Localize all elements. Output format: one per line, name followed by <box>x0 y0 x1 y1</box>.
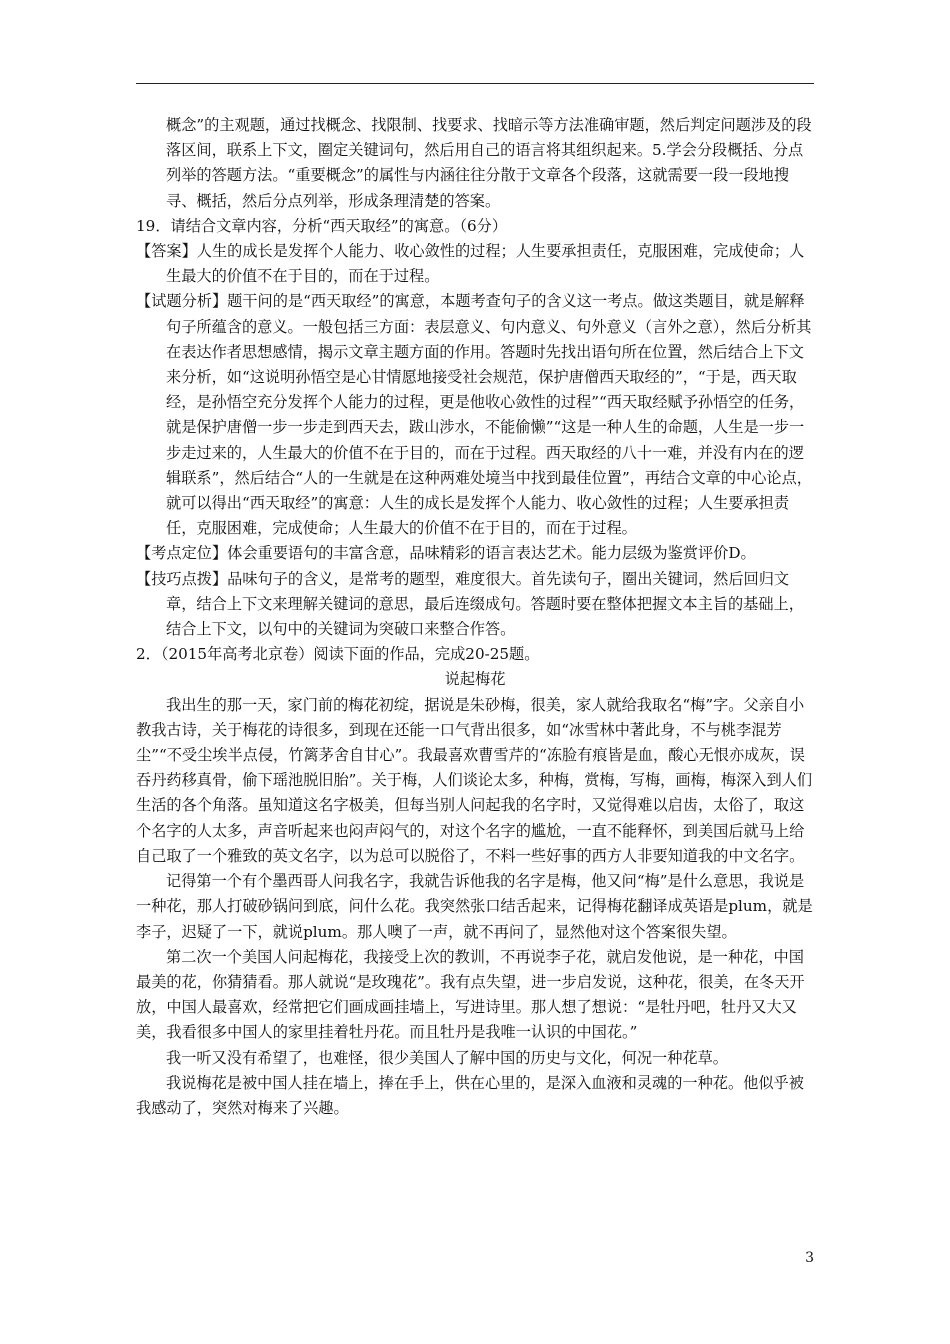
page-body <box>136 113 814 1121</box>
answer-text: 人生的成长是发挥个人能力、收心敛性的过程；人生要承担责任，克服困难，完成使命；人生最大的价值不在于目的，而在于过程。 <box>166 242 805 286</box>
article-title: 说起梅花 <box>444 670 506 689</box>
kaodian-text: 体会重要语句的丰富含意，品味精彩的语言表达艺术。能力层级为鉴赏评价D。 <box>227 544 756 563</box>
answer-label: 【答案】 <box>136 242 197 261</box>
kaodian-block <box>136 541 814 566</box>
article-paragraph: 我一听又没有希望了，也难怪，很少美国人了解中国的历史与文化，何况一种花草。 <box>166 1048 728 1067</box>
jiqiao-text: 品味句子的含义，是常考的题型，难度很大。首先读句子，圈出关键词，然后回归文章，结合上下文来理解关键词的意思，最后连缀成句。答题时要在整体把握文本主旨的基础上，结合上下文，以句中的关键词为突破口来整合作答。 <box>166 569 804 639</box>
article-paragraph: 记得第一个有个墨西哥人问我名字，我就告诉他我的名字是梅，他又问“梅”是什么意思，我说是一种花，那人打破砂锅问到底，问什么花。我突然张口结舌起来，记得梅花翻译成英语是plum，就是李子，迟疑了一下，就说plum。那人噢了一声，就不再问了，显然他对这个答案很失望。 <box>136 872 813 941</box>
article-paragraph: 我出生的那一天，家门前的梅花初绽，据说是朱砂梅，很美，家人就给我取名“梅”字。父亲自小教我古诗，关于梅花的诗很多，到现在还能一口气背出很多，如“冰雪林中著此身，不与桃李混芳尘”“不受尘埃半点侵，竹篱茅舍自甘心”。我最喜欢曹雪芹的“冻脸有痕皆是血，酸心无恨亦成灰，误吞丹药移真骨，偷下瑶池脱旧胎”。关于梅，人们谈论太多，种梅，赏梅，写梅，画梅，梅深入到人们生活的各个角落。虽知道这名字极美，但每当别人问起我的名字时，又觉得难以启齿，太俗了，取这个名字的人太多，声音听起来也闷声闷气的，对这个名字的尴尬，一直不能释怀，到美国后就马上给自己取了一个雅致的英文名字，以为总可以脱俗了，不料一些好事的西方人非要知道我的中文名字。 <box>136 695 813 865</box>
section-2-heading: 2．（2015年高考北京卷）阅读下面的作品，完成20-25题。 <box>136 645 540 664</box>
page-number: 3 <box>805 1250 814 1266</box>
header-rule <box>136 83 814 84</box>
jiqiao-label: 【技巧点拨】 <box>136 569 228 588</box>
answer-block <box>136 239 814 289</box>
analysis-text: 题干问的是“西天取经”的寓意，本题考查句子的含义这一考点。做这类题目，就是解释句子所蕴含的意义。一般包括三方面：表层意义、句内意义、句外意义（言外之意），然后分析其在表达作者思想感情，揭示文章主题方面的作用。答题时先找出语句所在位置，然后结合上下文来分析，如“这说明孙悟空是心甘情愿地接受社会规范，保护唐僧西天取经的”，“于是，西天取经，是孙悟空充分发挥个人能力的过程，更是他收心敛性的过程”“西天取经赋予孙悟空的任务，就是保护唐僧一步一步走到西天去，跋山涉水，不能偷懒”“这是一种人生的命题，人生是一步一步走过来的，人生最大的价值不在于目的，而在于过程。西天取经的八十一难，并没有内在的逻辑联系”，然后结合“人的一生就是在这种两难处境当中找到最佳位置”，再结合文章的中心论点，就可以得出“西天取经”的寓意：人生的成长是发挥个人能力、收心敛性的过程；人生要承担责任，克服困难，完成使命；人生最大的价值不在于目的，而在于过程。 <box>166 292 812 538</box>
analysis-label: 【试题分析】 <box>136 292 228 311</box>
article-paragraph: 第二次一个美国人问起梅花，我接受上次的教训，不再说李子花，就启发他说，是一种花，中国最美的花，你猜猜看。那人就说“是玫瑰花”。我有点失望，进一步启发说，这种花，很美，在冬天开放，中国人最喜欢，经常把它们画成画挂墙上，写进诗里。那人想了想说：“是牡丹吧，牡丹又大又美，我看很多中国人的家里挂着牡丹花。而且牡丹是我唯一认识的中国花。” <box>136 947 805 1042</box>
continuation-paragraph: 概念”的主观题，通过找概念、找限制、找要求、找暗示等方法准确审题，然后判定问题涉及的段落区间，联系上下文，圈定关键词句，然后用自己的语言将其组织起来。5.学会分段概括、分点列举的答题方法。“重要概念”的属性与内涵往往分散于文章各个段落，这就需要一段一段地搜寻、概括，然后分点列举，形成条理清楚的答案。 <box>166 116 812 210</box>
kaodian-label: 【考点定位】 <box>136 544 228 563</box>
question-19: 19．请结合文章内容，分析“西天取经”的寓意。（6分） <box>136 216 508 235</box>
analysis-block <box>136 289 814 541</box>
jiqiao-block <box>136 567 814 643</box>
article-paragraph: 我说梅花是被中国人挂在墙上，捧在手上，供在心里的，是深入血液和灵魂的一种花。他似乎被我感动了，突然对梅来了兴趣。 <box>136 1073 804 1117</box>
